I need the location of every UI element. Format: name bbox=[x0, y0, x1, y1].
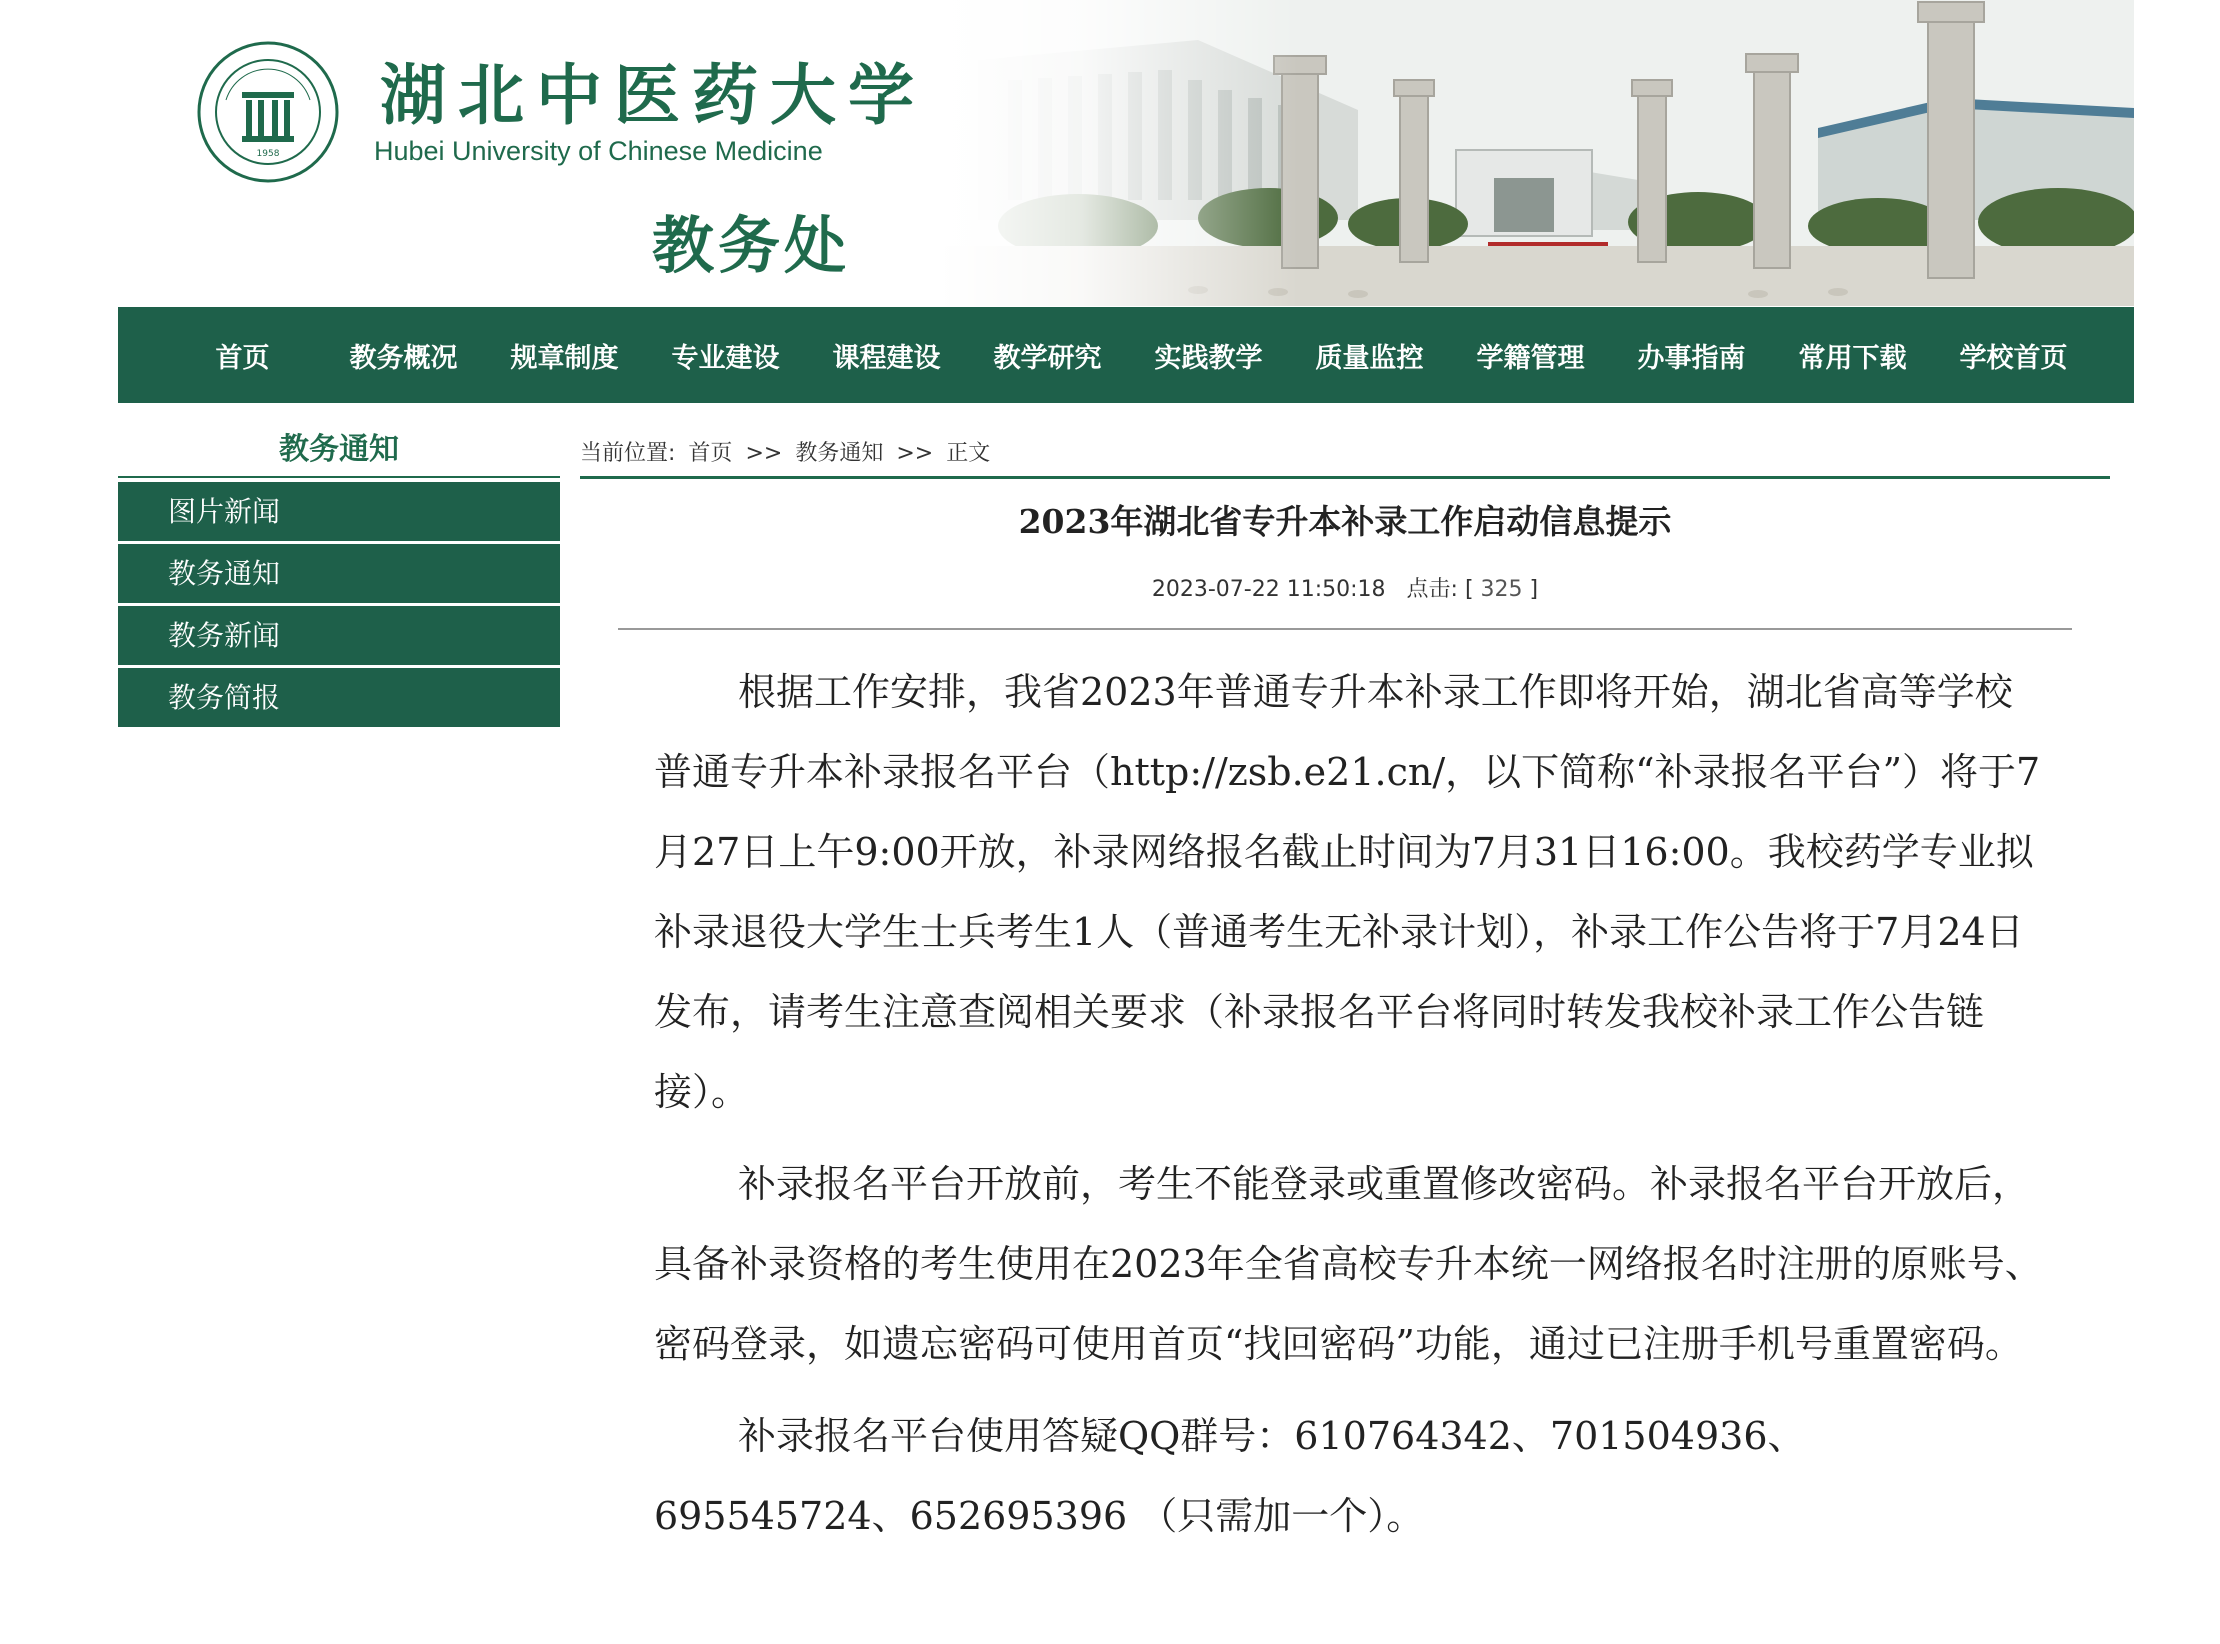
sidebar-item-photo-news[interactable]: 图片新闻 bbox=[118, 482, 560, 544]
university-name-en: Hubei University of Chinese Medicine bbox=[374, 136, 823, 166]
sidebar-menu bbox=[118, 482, 560, 730]
site-header bbox=[118, 0, 2134, 306]
nav-downloads[interactable]: 常用下载 bbox=[1798, 342, 1907, 374]
breadcrumb-current: 正文 bbox=[946, 441, 991, 466]
breadcrumb-home-link[interactable]: 首页 bbox=[688, 441, 733, 466]
university-name-cn: 湖北中医药大学 bbox=[380, 56, 926, 134]
nav-overview[interactable]: 教务概况 bbox=[349, 342, 458, 374]
nav-practice-teaching[interactable]: 实践教学 bbox=[1154, 342, 1263, 374]
article-date: 2023-07-22 11:50:18 bbox=[1151, 577, 1386, 602]
breadcrumb bbox=[580, 436, 996, 467]
breadcrumb-section-link[interactable]: 教务通知 bbox=[795, 441, 884, 466]
main-nav bbox=[118, 307, 2134, 403]
university-seal-logo[interactable] bbox=[196, 40, 340, 184]
article-paragraph: 补录报名平台开放前，考生不能登录或重置修改密码。补录报名平台开放后，具备补录资格的考生使用在2023年全省高校专升本统一网络报名时注册的原账号、密码登录，如遗忘密码可使用首页“找回密码”功能，通过已注册手机号重置密码。 bbox=[654, 1162, 2043, 1366]
sidebar-divider bbox=[118, 476, 560, 478]
breadcrumb-prefix: 当前位置: bbox=[580, 441, 676, 466]
seal-year: 1958 bbox=[256, 149, 280, 159]
nav-quality-monitoring[interactable]: 质量监控 bbox=[1315, 342, 1424, 374]
banner-fade bbox=[938, 0, 1298, 306]
nav-student-status[interactable]: 学籍管理 bbox=[1476, 342, 1585, 374]
article-body bbox=[654, 652, 2044, 1568]
nav-teaching-research[interactable]: 教学研究 bbox=[993, 342, 1102, 374]
breadcrumb-separator: >> bbox=[745, 441, 783, 466]
nav-school-home[interactable]: 学校首页 bbox=[1959, 342, 2068, 374]
article-paragraph: 根据工作安排，我省2023年普通专升本补录工作即将开始，湖北省高等学校普通专升本补录报名平台（http://zsb.e21.cn/，以下简称“补录报名平台”）将于7月27日上午9:00开放，补录网络报名截止时间为7月31日16:00。我校药学专业拟补录退役大学生士兵考生1人（普通考生无补录计划），补录工作公告将于7月24日发布，请考生注意查阅相关要求（补录报名平台将同时转发我校补录工作公告链接）。 bbox=[654, 670, 2041, 1114]
nav-home[interactable]: 首页 bbox=[215, 342, 270, 374]
hits-bracket-close: ] bbox=[1529, 577, 1539, 602]
article-meta bbox=[580, 572, 2110, 603]
content-divider bbox=[580, 476, 2110, 479]
department-title: 教务处 bbox=[652, 209, 851, 282]
nav-course-building[interactable]: 课程建设 bbox=[832, 342, 941, 374]
sidebar-item-notices[interactable]: 教务通知 bbox=[118, 544, 560, 606]
article-hits-count: 325 bbox=[1480, 577, 1523, 602]
breadcrumb-separator: >> bbox=[896, 441, 934, 466]
sidebar-title: 教务通知 bbox=[279, 432, 399, 467]
article-paragraph: 补录报名平台使用答疑QQ群号：610764342、701504936、695545724、652695396 （只需加一个）。 bbox=[654, 1414, 1806, 1538]
article-hits-label: 点击: bbox=[1406, 577, 1458, 602]
nav-major-building[interactable]: 专业建设 bbox=[671, 342, 780, 374]
sidebar-item-news[interactable]: 教务新闻 bbox=[118, 606, 560, 668]
hits-bracket-open: [ bbox=[1464, 577, 1474, 602]
article-title: 2023年湖北省专升本补录工作启动信息提示 bbox=[1018, 502, 1672, 541]
campus-banner-image bbox=[938, 0, 2134, 306]
sidebar-item-briefings[interactable]: 教务简报 bbox=[118, 668, 560, 730]
article-rule bbox=[618, 628, 2072, 630]
nav-service-guide[interactable]: 办事指南 bbox=[1637, 342, 1746, 374]
nav-regulations[interactable]: 规章制度 bbox=[510, 342, 619, 374]
